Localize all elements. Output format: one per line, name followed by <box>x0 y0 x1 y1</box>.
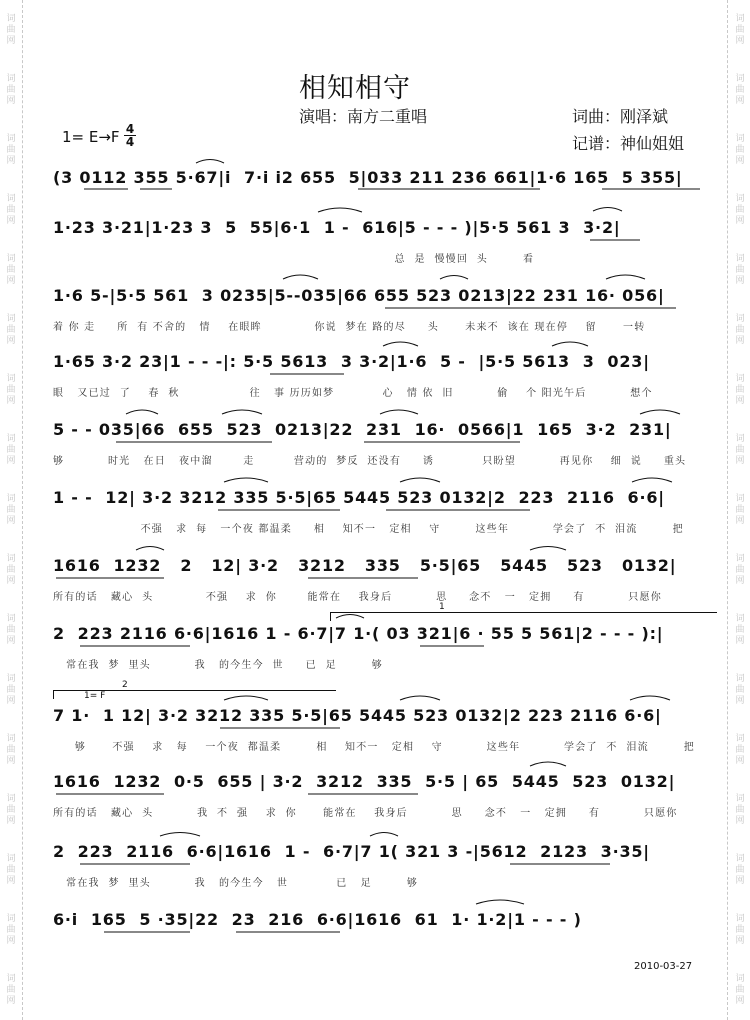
key-signature: 1= E→F <box>62 128 120 146</box>
slur-arc <box>632 478 672 482</box>
lyrics-line: 常在我 梦 里头 我 的今生今 世 已 足 够 <box>53 660 384 671</box>
lyrics-line: 不强 求 每 一个夜 都温柔 相 知不一 定相 守 这些年 学会了 不 泪流 把 <box>53 524 684 535</box>
slur-arc <box>593 208 622 212</box>
watermark-text: 词 曲 网 <box>6 974 16 1006</box>
lyrics-line: 总 是 慢慢回 头 看 <box>53 254 535 265</box>
watermark-text: 词 曲 网 <box>735 674 745 706</box>
watermark-text: 词 曲 网 <box>735 614 745 646</box>
slur-arc <box>136 547 164 551</box>
notation-line: (3 0112 355 5·67|i 7·i i2 655 5|033 211 236 661|1·6 165 5 355| <box>53 168 683 187</box>
watermark-text: 词 曲 网 <box>735 734 745 766</box>
lyrics-line: 所有的话 藏心 头 不强 求 你 能常在 我身后 思 念不 一 定拥 有 只愿你 <box>53 592 662 603</box>
composer-credit: 词曲：刚泽斌 <box>572 107 669 126</box>
watermark-text: 词 曲 网 <box>735 854 745 886</box>
watermark-text: 词 曲 网 <box>6 314 16 346</box>
watermark-text: 词 曲 网 <box>735 794 745 826</box>
watermark-text: 词 曲 网 <box>6 854 16 886</box>
watermark-text: 词 曲 网 <box>6 254 16 286</box>
slur-arc <box>440 276 468 280</box>
notation-line: 5 - - 035|66 655 523 0213|22 231 16· 0566|1 165 3·2 231| <box>53 420 672 439</box>
notation-line: 6·i 165 5 ·35|22 23 216 6·6|1616 61 1· 1·2|1 - - - ) <box>53 910 582 929</box>
slur-arc <box>224 478 268 482</box>
slur-arc <box>400 478 440 482</box>
watermark-text: 词 曲 网 <box>735 974 745 1006</box>
slur-arc <box>530 547 566 551</box>
time-signature-bottom: 4 <box>125 135 135 149</box>
notation-line: 1·6 5-|5·5 561 3 0235|5--035|66 655 523 0213|22 231 16· 056| <box>53 286 665 305</box>
slur-arc <box>196 160 224 164</box>
notation-line: 1616 1232 0·5 655 | 3·2 3212 335 5·5 | 65 5445 523 0132| <box>53 772 676 791</box>
notation-line: 1·65 3·2 23|1 - - -|: 5·5 5613 3 3·2|1·6 5 - |5·5 5613 3 023| <box>53 352 650 371</box>
time-signature-top: 4 <box>125 122 135 136</box>
watermark-text: 词 曲 网 <box>735 254 745 286</box>
notation-line: 7 1· 1 12| 3·2 3212 335 5·5|65 5445 523 0132|2 223 2116 6·6| <box>53 706 662 725</box>
slur-arc <box>383 342 418 346</box>
slur-arc <box>318 208 362 212</box>
slur-arc <box>283 275 318 279</box>
slur-arc <box>640 410 680 414</box>
watermark-text: 词 曲 网 <box>6 614 16 646</box>
notation-line: 1 - - 12| 3·2 3212 335 5·5|65 5445 523 0132|2 223 2116 6·6| <box>53 488 665 507</box>
slur-arc <box>530 762 566 766</box>
watermark-text: 词 曲 网 <box>6 734 16 766</box>
second-ending-key: 1= F <box>84 691 106 701</box>
performer-credit: 演唱：南方二重唱 <box>299 107 428 126</box>
lyrics-line: 够 时光 在日 夜中溜 走 营动的 梦反 还没有 诱 只盼望 再见你 细 说 重头 <box>53 456 687 467</box>
lyrics-line: 眼 又已过 了 春 秋 往 事 历历如梦 心 情 依 旧 偷 个 阳光午后 想个 <box>53 388 653 399</box>
transcriber-credit: 记谱：神仙姐姐 <box>572 134 685 153</box>
slur-arcs <box>126 160 680 905</box>
watermark-text: 词 曲 网 <box>6 194 16 226</box>
watermark-text: 词 曲 网 <box>735 74 745 106</box>
watermark-text: 词 曲 网 <box>735 314 745 346</box>
lyrics-line: 所有的话 藏心 头 我 不 强 求 你 能常在 我身后 思 念不 一 定拥 有 只愿你 <box>53 808 678 819</box>
notation-line: 1·23 3·21|1·23 3 5 55|6·1 1 - 616|5 - - - )|5·5 561 3 3·2| <box>53 218 621 237</box>
beam-lines <box>56 189 700 932</box>
slur-arc <box>400 696 440 700</box>
first-ending-label: 1 <box>439 602 445 612</box>
watermark-text: 词 曲 网 <box>6 494 16 526</box>
slur-arc <box>552 342 588 346</box>
second-ending-label: 2 <box>122 680 128 690</box>
slur-arc <box>630 696 670 700</box>
watermark-text: 词 曲 网 <box>735 134 745 166</box>
watermark-text: 词 曲 网 <box>735 434 745 466</box>
watermark-text: 词 曲 网 <box>6 134 16 166</box>
watermark-text: 词 曲 网 <box>6 374 16 406</box>
lyrics-line: 够 不强 求 每 一个夜 都温柔 相 知不一 定相 守 这些年 学会了 不 泪流 把 <box>53 742 696 753</box>
slur-arc <box>336 615 364 619</box>
slur-arc <box>222 410 262 414</box>
watermark-text: 词 曲 网 <box>735 494 745 526</box>
slur-arc <box>160 833 200 837</box>
watermark-text: 词 曲 网 <box>735 194 745 226</box>
notation-line: 2 223 2116 6·6|1616 1 - 6·7|7 1·( 03 321|6 · 55 5 561|2 - - - ):| <box>53 624 664 643</box>
notation-line: 2 223 2116 6·6|1616 1 - 6·7|7 1( 321 3 -|5612 2123 3·35| <box>53 842 650 861</box>
slur-arc <box>380 410 418 414</box>
watermark-text: 词 曲 网 <box>735 914 745 946</box>
watermark-text: 词 曲 网 <box>6 554 16 586</box>
slur-arc <box>370 833 398 837</box>
song-title: 相知相守 <box>299 73 411 104</box>
watermark-text: 词 曲 网 <box>6 674 16 706</box>
slur-arc <box>476 900 524 904</box>
slur-arc <box>606 275 645 279</box>
watermark-text: 词 曲 网 <box>6 74 16 106</box>
watermark-text: 词 曲 网 <box>6 794 16 826</box>
transcription-date: 2010-03-27 <box>634 961 693 972</box>
watermark-text: 词 曲 网 <box>735 14 745 46</box>
slur-arc <box>224 696 268 700</box>
slur-arc <box>126 410 158 414</box>
notation-line: 1616 1232 2 12| 3·2 3212 335 5·5|65 5445 523 0132| <box>53 556 677 575</box>
watermark-text: 词 曲 网 <box>735 374 745 406</box>
watermark-text: 词 曲 网 <box>6 914 16 946</box>
lyrics-line: 常在我 梦 里头 我 的今生今 世 已 足 够 <box>53 878 419 889</box>
watermark-text: 词 曲 网 <box>6 14 16 46</box>
lyrics-line: 着 你 走 所 有 不舍的 情 在眼眸 你说 梦在 路的尽 头 未来不 该在 现在停 留 一转 <box>53 322 646 333</box>
watermark-text: 词 曲 网 <box>735 554 745 586</box>
watermark-text: 词 曲 网 <box>6 434 16 466</box>
